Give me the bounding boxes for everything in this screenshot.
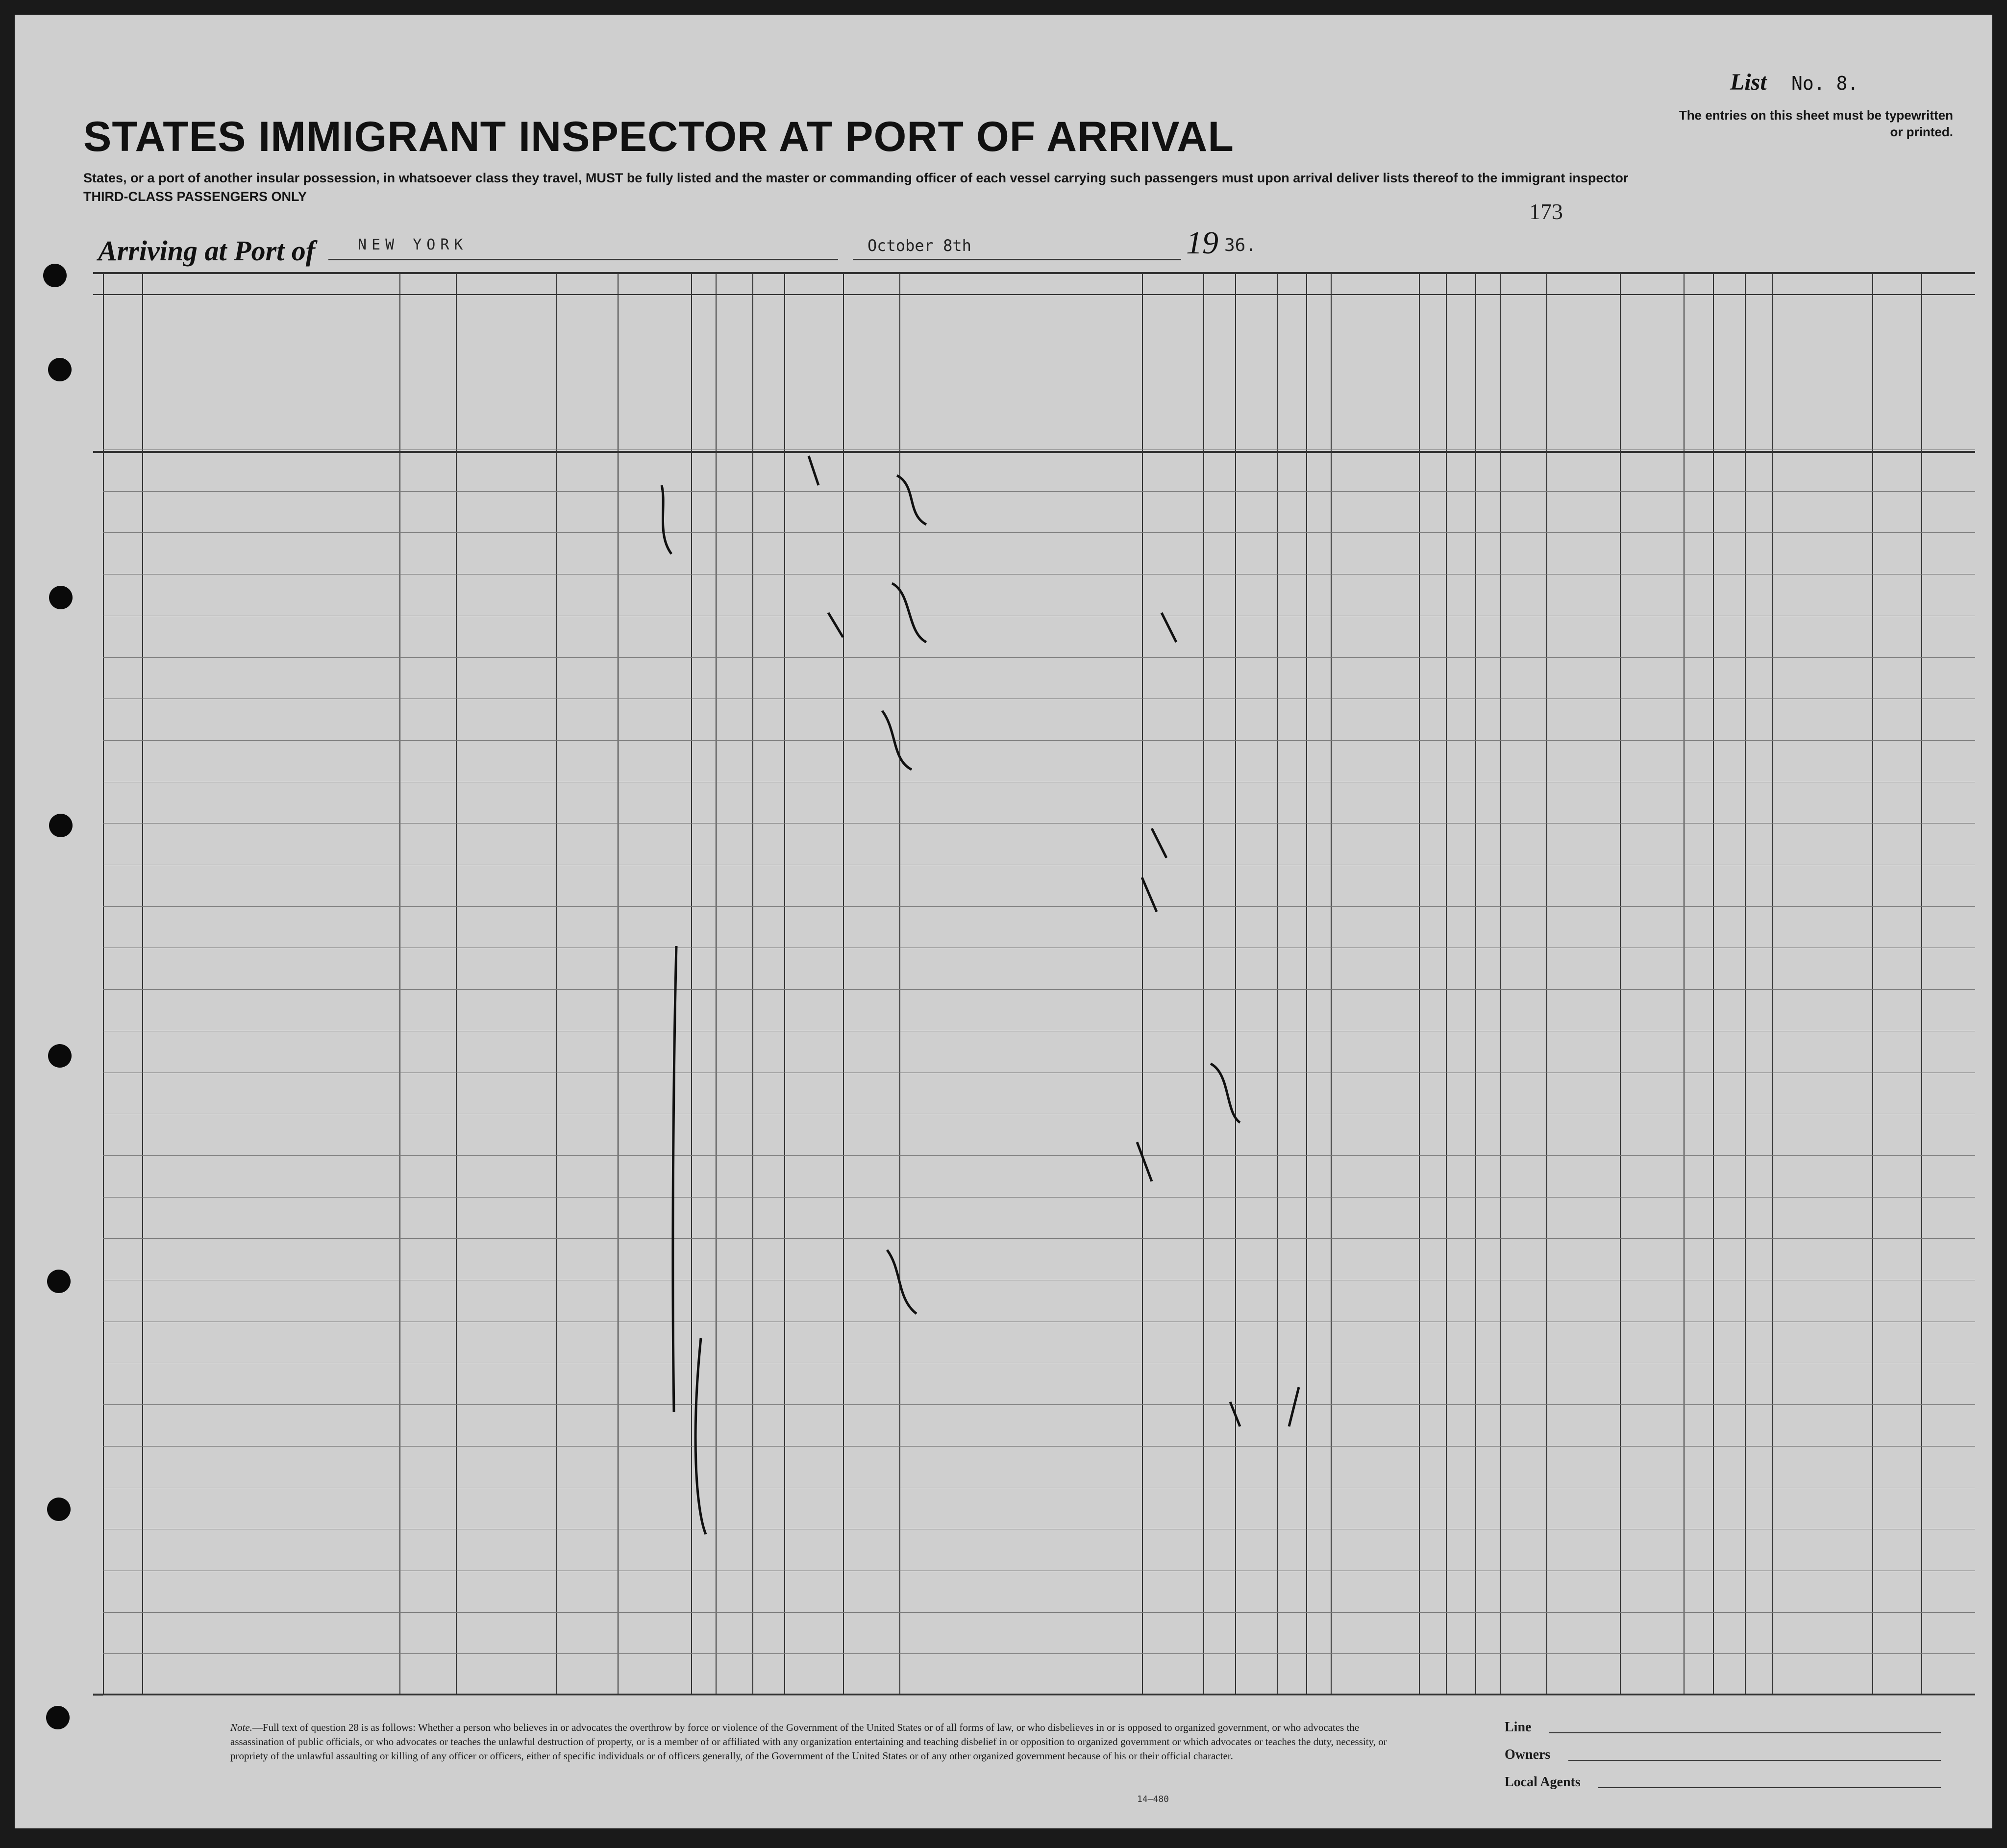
pen-stroke bbox=[1162, 613, 1176, 642]
footnote-label: Note. bbox=[230, 1722, 252, 1733]
line-label: Line bbox=[1505, 1720, 1532, 1735]
year-prefix: 19 bbox=[1186, 225, 1218, 261]
class-line: THIRD-CLASS PASSENGERS ONLY bbox=[83, 189, 307, 204]
pen-stroke bbox=[1137, 1142, 1152, 1181]
pen-stroke bbox=[1142, 877, 1157, 912]
year-suffix: 36. bbox=[1224, 235, 1257, 255]
pen-stroke bbox=[695, 1338, 706, 1534]
pen-stroke bbox=[1230, 1402, 1240, 1426]
page-title: STATES IMMIGRANT INSPECTOR AT PORT OF ARRIVAL bbox=[83, 113, 1234, 160]
pen-stroke bbox=[809, 456, 818, 485]
typewritten-note: The entries on this sheet must be typewritten or printed. bbox=[1679, 108, 1953, 139]
pen-stroke bbox=[1211, 1064, 1240, 1123]
pen-stroke bbox=[662, 485, 671, 554]
arrival-date: October 8th bbox=[867, 236, 971, 255]
arriving-label: Arriving at Port of bbox=[98, 235, 316, 267]
list-label: List bbox=[1730, 69, 1767, 95]
manifest-sheet bbox=[15, 15, 1992, 1828]
footnote-text: —Full text of question 28 is as follows: Whether a person who believes in or advocates the overthrow by force or violence of the Government of the United States or of all forms of law, or who disbelieves in or is opposed to organized government, or who advocates the assassination of public officials, or who advocates or teaches the unlawful destruction of property, or is a member of or affiliated with any organization entertaining and teaching disbelief in or opposition to organized government or which advocates or teaches the duty, necessity, or propriety of the unlawful assaulting or killing of any officer or officers, either of specific individuals or of officers generally, of the Government of the United States or of any other organized government because of his or their official character. bbox=[230, 1722, 1387, 1762]
pen-stroke bbox=[673, 946, 676, 1412]
pen-stroke bbox=[892, 583, 926, 642]
pen-stroke bbox=[882, 711, 912, 770]
pen-strokes bbox=[15, 15, 1992, 1828]
port-value: NEW YORK bbox=[358, 236, 468, 253]
form-number: 14—480 bbox=[1137, 1794, 1169, 1804]
pen-stroke bbox=[828, 613, 843, 637]
owners-label: Owners bbox=[1505, 1747, 1551, 1762]
pen-stroke bbox=[1289, 1387, 1299, 1426]
pen-stroke bbox=[887, 1250, 917, 1314]
page-number: 173 bbox=[1529, 199, 1563, 224]
pen-stroke bbox=[1152, 828, 1166, 858]
list-number: No. 8. bbox=[1791, 73, 1859, 94]
agents-label: Local Agents bbox=[1505, 1774, 1581, 1790]
instruction-text: States, or a port of another insular possession, in whatsoever class they travel, MUST be fully listed and the master or commanding officer of each vessel carrying such passengers must upon arrival deliver lists thereof to the immigrant inspector bbox=[83, 171, 1629, 185]
pen-stroke bbox=[897, 475, 926, 524]
